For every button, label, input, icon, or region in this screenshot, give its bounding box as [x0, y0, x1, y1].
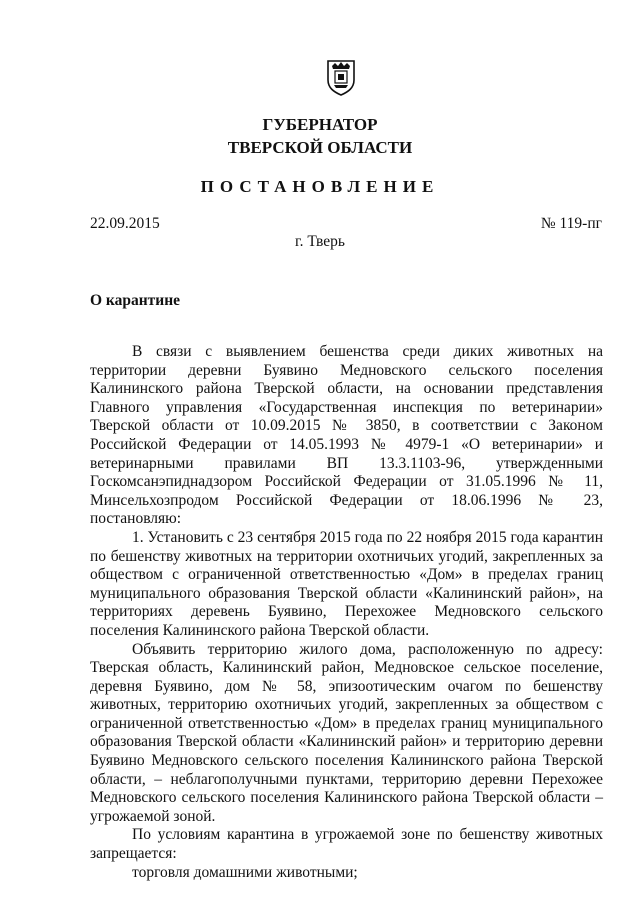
body-paragraph: По условиям карантина в угрожаемой зоне по бешенству животных запрещается: — [90, 826, 603, 863]
document-number: № 119-пг — [540, 215, 602, 232]
body-paragraph: Объявить территорию жилого дома, расположенную по адресу: Тверская область, Калининский район, Медновское сельское поселение, деревня Буявино, дом № 58, эпизоотическим очагом по бешенству животных, территорию охотничьих угодий, закрепленных за обществом с ограниченной ответственностью «Дом» в пределах границ муниципального образования Тверской области «Калининский район» и территорию деревни Буявино Медновского сельского поселения Калининского района Тверской области, – неблагополучными пунктами, территорию деревни Перехожее Медновского сельского поселения Калининского района Тверской области – угрожаемой зоной. — [90, 640, 603, 825]
document-type: ПОСТАНОВЛЕНИЕ — [200, 177, 440, 196]
body-paragraph: 1. Установить с 23 сентября 2015 года по 22 ноября 2015 года карантин по бешенству животных на территории охотничьих угодий, закрепленных за обществом с ограниченной ответственностью «Дом» в пределах границ муниципального образования Тверской области «Калининский район», на территориях деревень Буявино, Перехожее Медновского сельского поселения Калининского района Тверской области. — [90, 528, 603, 639]
body-paragraph: В связи с выявлением бешенства среди диких животных на территории деревни Буявино Медновского сельского поселения Калининского района Тверской области, на основании представления Главного управления «Государственная инспекция по ветеринарии» Тверской области от 10.09.2015 № 3850, в соответствии с Законом Российской Федерации от 14.05.1993 № 4979-1 «О ветеринарии» и ветеринарными правилами ВП 13.3.1103-96, утвержденными Госкомсанэпиднадзором Российской Федерации от 31.05.1996 № 11, Минсельхозпродом Российской Федерации от 18.06.1996 № 23, постановляю: — [90, 343, 603, 528]
document-city: г. Тверь — [295, 233, 345, 250]
document-body — [90, 343, 603, 882]
document-date: 22.09.2015 — [90, 215, 160, 232]
tver-coat-of-arms-icon — [326, 58, 356, 96]
document-subject: О карантине — [90, 292, 181, 309]
body-paragraph: торговля домашними животными; — [132, 863, 358, 881]
org-title-line1: ГУБЕРНАТОР — [262, 115, 378, 134]
org-title-line2: ТВЕРСКОЙ ОБЛАСТИ — [227, 138, 413, 157]
